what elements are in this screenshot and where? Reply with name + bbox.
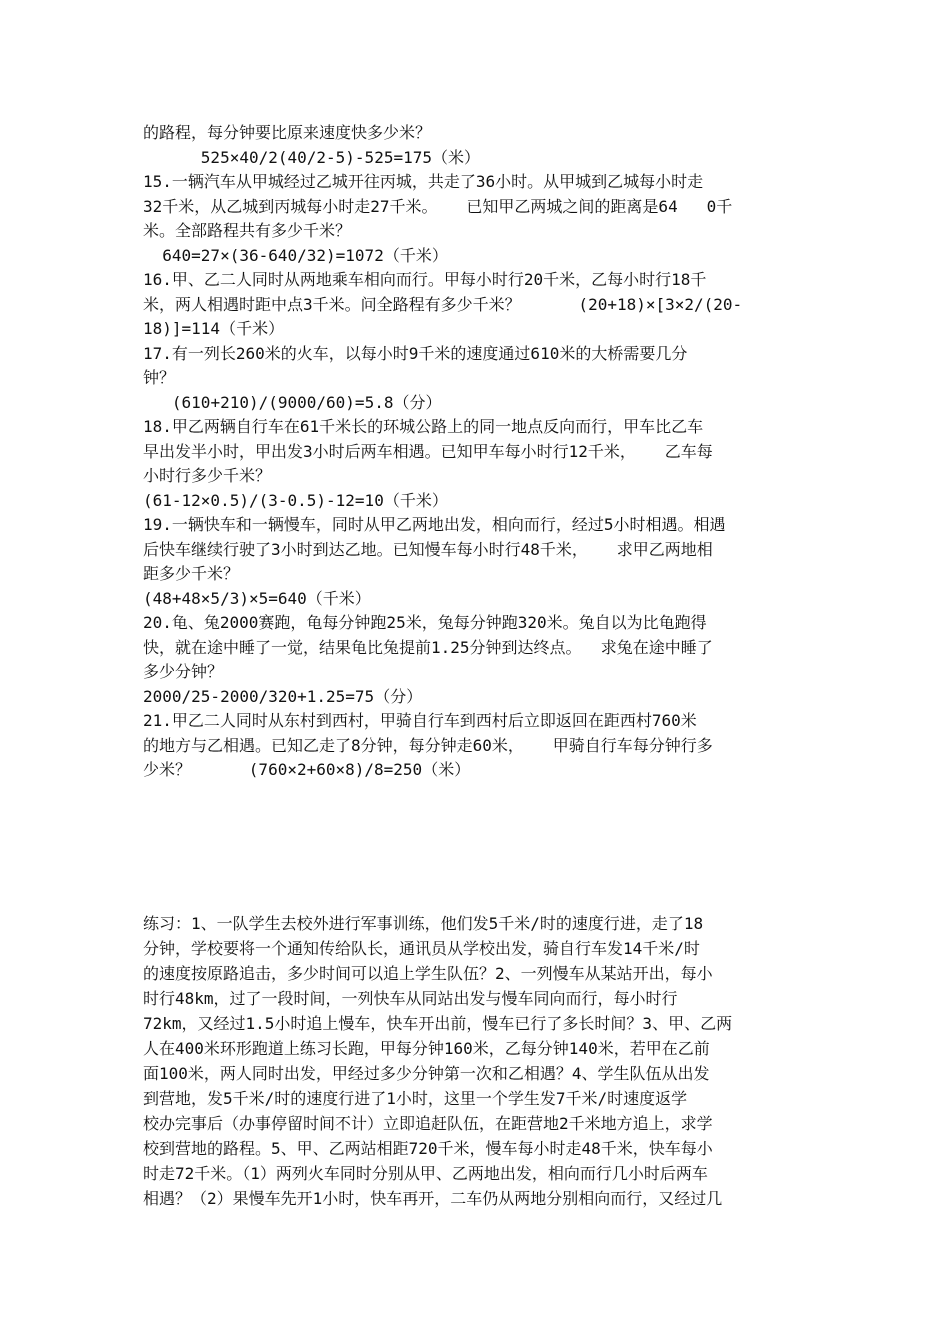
text-line: 米。全部路程共有多少千米？ <box>143 221 352 240</box>
text-line: (48+48×5/3)×5=640（千米） <box>143 588 371 608</box>
practice-section <box>143 911 815 1211</box>
text-line: 18)]=114（千米） <box>143 319 285 338</box>
text-line: 32千米，从乙城到丙城每小时走27千米。 已知甲乙两城之间的距离是64 0千 <box>143 196 733 216</box>
practice-text-line: 校办完事后（办事停留时间不计）立即追赶队伍，在距营地2千米地方追上，求学 <box>143 1114 713 1133</box>
practice-text-line: 练习：1、一队学生去校外进行军事训练，他们发5千米/时的速度行进，走了18 <box>143 914 704 933</box>
text-line: 少米？ (760×2+60×8)/8=250（米） <box>143 760 471 779</box>
practice-text-line: 校到营地的路程。5、甲、乙两站相距720千米，慢车每小时走48千米，快车每小 <box>143 1139 713 1158</box>
text-line: 15.一辆汽车从甲城经过乙城开往丙城，共走了36小时。从甲城到乙城每小时走 <box>143 172 704 191</box>
text-line: 快，就在途中睡了一觉，结果龟比兔提前1.25分钟到达终点。 求兔在途中睡了 <box>143 637 713 657</box>
text-line: 19.一辆快车和一辆慢车，同时从甲乙两地出发，相向而行，经过5小时相遇。相遇 <box>143 515 726 534</box>
practice-text-line: 72km，又经过1.5小时追上慢车，快车开出前，慢车已行了多长时间？3、甲、乙两 <box>143 1014 733 1033</box>
practice-text-line: 的速度按原路追击，多少时间可以追上学生队伍？2、一列慢车从某站开出，每小 <box>143 964 713 983</box>
solved-problems-section <box>143 121 815 783</box>
text-line: 小时行多少千米？ <box>143 466 272 485</box>
text-line: 640=27×(36-640/32)=1072（千米） <box>143 245 448 265</box>
text-line: 钟？ <box>143 368 176 387</box>
practice-text-line: 时走72千米。（1）两列火车同时分别从甲、乙两地出发，相向而行几小时后两车 <box>143 1164 708 1183</box>
practice-text-line: 到营地，发5千米/时的速度行进了1小时，这里一个学生发7千米/时速度返学 <box>143 1089 688 1108</box>
text-line: (610+210)/(9000/60)=5.8（分） <box>143 392 442 412</box>
text-line: 2000/25-2000/320+1.25=75（分） <box>143 686 423 706</box>
text-line: 16.甲、乙二人同时从两地乘车相向而行。甲每小时行20千米，乙每小时行18千 <box>143 270 707 289</box>
practice-text-line: 相遇？（2）果慢车先开1小时，快车再开，二车仍从两地分别相向而行，又经过几 <box>143 1189 723 1208</box>
text-line: 21.甲乙二人同时从东村到西村，甲骑自行车到西村后立即返回在距西村760米 <box>143 711 697 730</box>
text-line: 米，两人相遇时距中点3千米。问全路程有多少千米？ (20+18)×[3×2/(20- <box>143 294 743 314</box>
text-line: 17.有一列长260米的火车，以每小时9千米的速度通过610米的大桥需要几分 <box>143 343 688 363</box>
text-line: 距多少千米？ <box>143 564 240 583</box>
text-line: 后快车继续行驶了3小时到达乙地。已知慢车每小时行48千米， 求甲乙两地相 <box>143 539 713 559</box>
text-line: 多少分钟？ <box>143 662 224 681</box>
practice-text-line: 面100米，两人同时出发，甲经过多少分钟第一次和乙相遇？4、学生队伍从出发 <box>143 1064 710 1083</box>
text-line: 18.甲乙两辆自行车在61千米长的环城公路上的同一地点反向而行，甲车比乙车 <box>143 417 704 436</box>
practice-text-line: 分钟，学校要将一个通知传给队长，通讯员从学校出发，骑自行车发14千米/时 <box>143 939 700 958</box>
text-line: 的路程，每分钟要比原来速度快多少米？ <box>143 123 432 142</box>
text-line: 的地方与乙相遇。已知乙走了8分钟，每分钟走60米， 甲骑自行车每分钟行多 <box>143 735 713 755</box>
practice-text-line: 人在400米环形跑道上练习长跑，甲每分钟160米，乙每分钟140米，若甲在乙前 <box>143 1039 710 1058</box>
text-line: (61-12×0.5)/(3-0.5)-12=10（千米） <box>143 490 448 510</box>
text-line: 20.龟、兔2000赛跑，龟每分钟跑25米，兔每分钟跑320米。兔自以为比龟跑得 <box>143 613 707 632</box>
practice-text-line: 时行48km，过了一段时间，一列快车从同站出发与慢车同向而行，每小时行 <box>143 989 678 1008</box>
text-line: 早出发半小时，甲出发3小时后两车相遇。已知甲车每小时行12千米， 乙车每 <box>143 441 713 461</box>
text-line: 525×40/2(40/2-5)-525=175（米） <box>143 147 480 167</box>
